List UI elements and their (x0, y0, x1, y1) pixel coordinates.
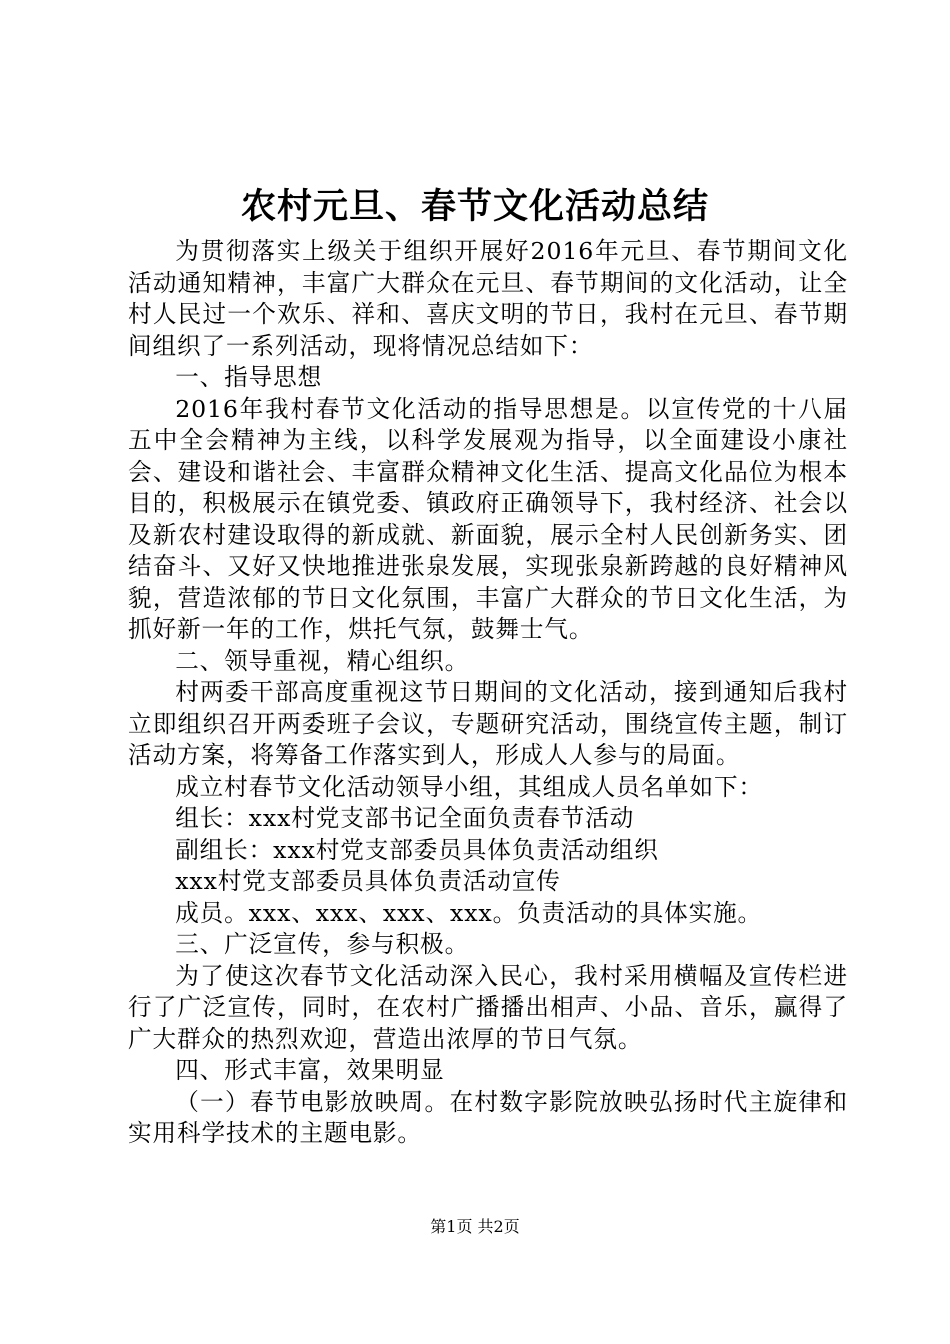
publicity-paragraph: 为了使这次春节文化活动深入民心，我村采用横幅及宣传栏进行了广泛宣传，同时，在农村广播播出相声、小品、音乐，赢得了广大群众的热烈欢迎，营造出浓厚的节日气氛。 (128, 961, 848, 1053)
group-leader-line: 组长：xxx村党支部书记全面负责春节活动 (175, 804, 635, 832)
guiding-thought-paragraph: 2016年我村春节文化活动的指导思想是。以宣传党的十八届五中全会精神为主线，以科学发展观为指导，以全面建设小康社会、建设和谐社会、丰富群众精神文化生活、提高文化品位为根本目的，积极展示在镇党委、镇政府正确领导下，我村经济、社会以及新农村建设取得的新成就、新面貌，展示全村人民创新务实、团结奋斗、又好又快地推进张泉发展，实现张泉新跨越的良好精神风貌，营造浓郁的节日文化氛围，丰富广大群众的节日文化生活，为抓好新一年的工作，烘托气氛，鼓舞士气。 (128, 394, 848, 643)
deputy-leader-line: 副组长：xxx村党支部委员具体负责活动组织 (175, 835, 659, 864)
leading-group-intro: 成立村春节文化活动领导小组，其组成人员名单如下： (175, 772, 764, 801)
section-heading-publicity: 三、广泛宣传，参与积极。 (175, 930, 470, 958)
section-heading-forms: 四、形式丰富，效果明显 (175, 1056, 445, 1084)
document-body (128, 236, 848, 1150)
page-number-footer: 第1页 共2页 (430, 1217, 520, 1236)
movie-week-paragraph: （一）春节电影放映周。在村数字影院放映弘扬时代主旋律和实用科学技术的主题电影。 (128, 1087, 848, 1147)
section-heading-guiding-thought: 一、指导思想 (175, 363, 323, 391)
intro-paragraph: 为贯彻落实上级关于组织开展好2016年元旦、春节期间文化活动通知精神，丰富广大群众在元旦、春节期间的文化活动，让全村人民过一个欢乐、祥和、喜庆文明的节日，我村在元旦、春节期间组织了一系列活动，现将情况总结如下： (128, 237, 848, 360)
publicity-member-line: xxx村党支部委员具体负责活动宣传 (175, 867, 561, 895)
members-line: 成员。xxx、xxx、xxx、xxx。负责活动的具体实施。 (175, 898, 763, 927)
document-title: 农村元旦、春节文化活动总结 (240, 186, 709, 227)
section-heading-leadership: 二、领导重视，精心组织。 (175, 646, 470, 675)
leadership-paragraph: 村两委干部高度重视这节日期间的文化活动，接到通知后我村立即组织召开两委班子会议，专题研究活动，围绕宣传主题，制订活动方案，将筹备工作落实到人，形成人人参与的局面。 (128, 678, 848, 769)
